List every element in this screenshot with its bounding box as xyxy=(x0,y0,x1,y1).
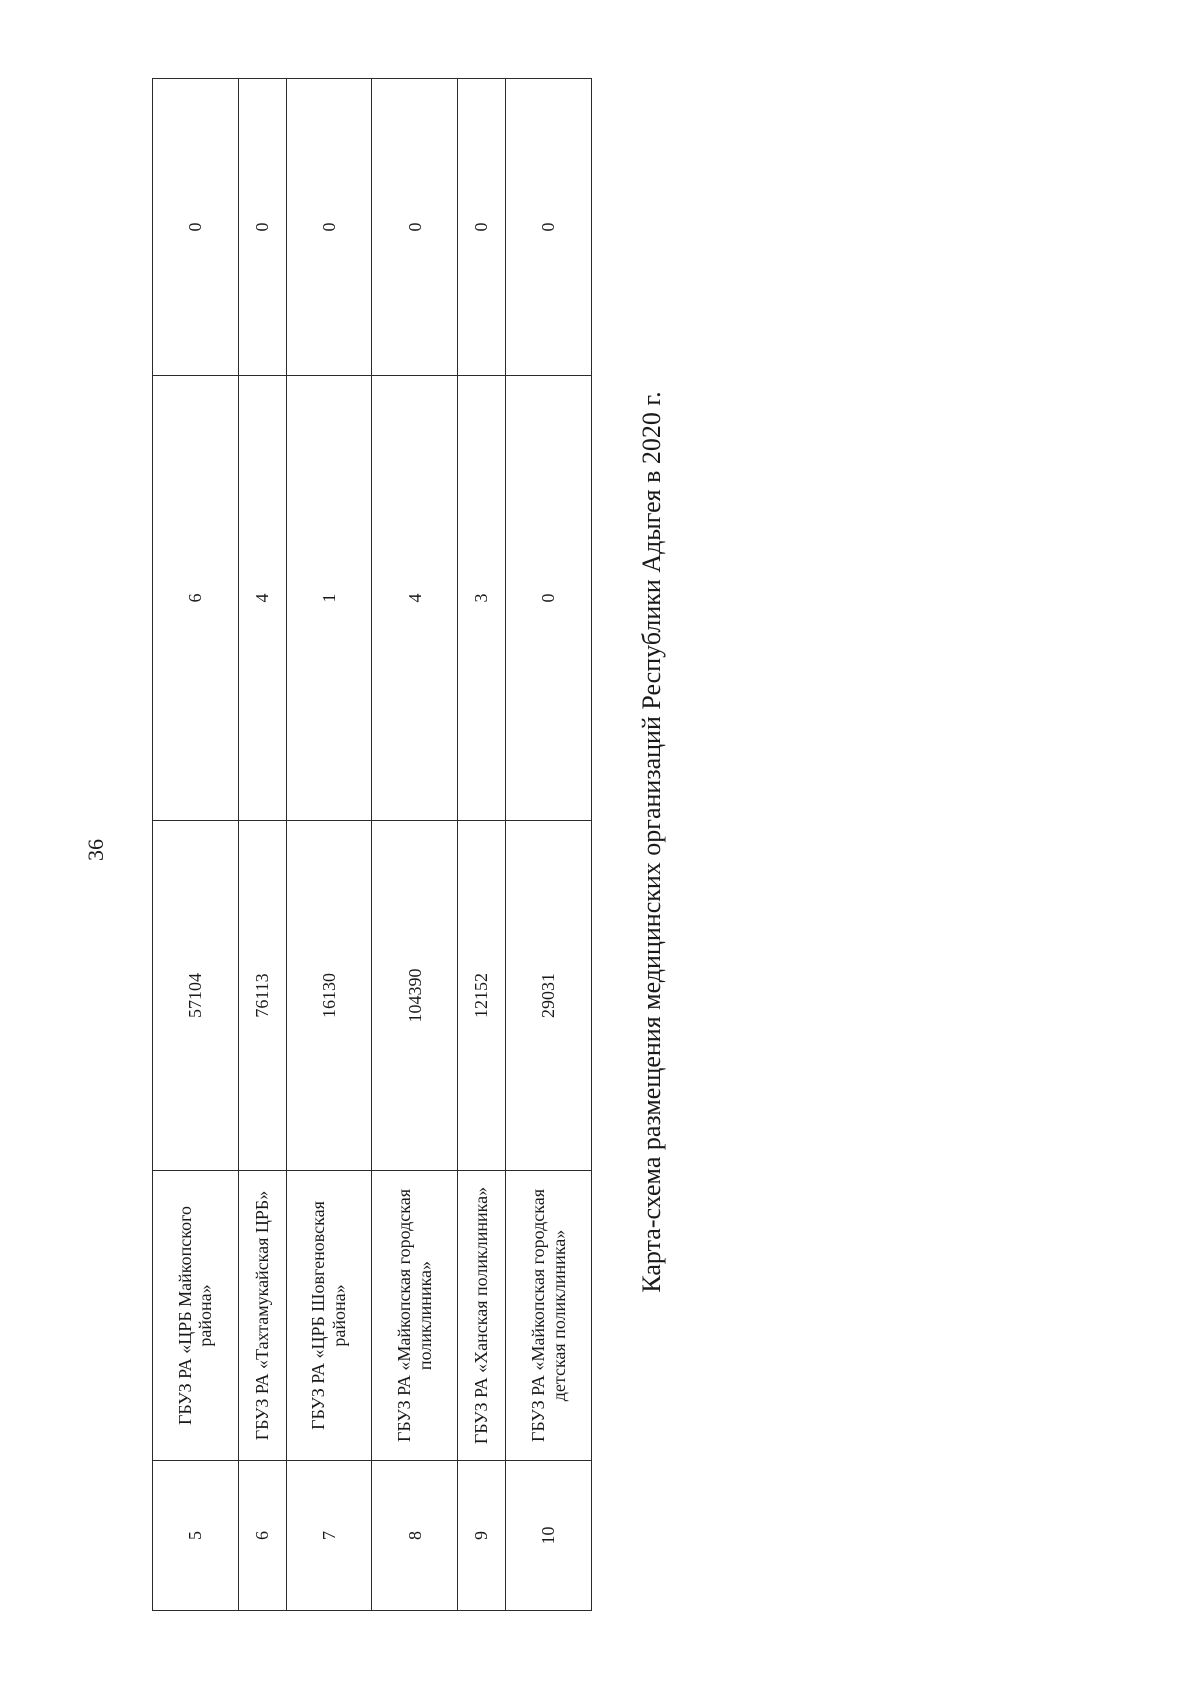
zero-value: 0 xyxy=(458,79,506,376)
table-row xyxy=(286,79,372,1611)
organization-name: ГБУЗ РА «Майкопская городская поликлиника» xyxy=(372,1171,458,1461)
zero-value: 0 xyxy=(506,79,592,376)
page-number: 36 xyxy=(83,839,108,861)
table-row xyxy=(153,79,239,1611)
zero-value: 0 xyxy=(238,79,286,376)
table-row xyxy=(372,79,458,1611)
count-value: 6 xyxy=(153,376,239,821)
population-value: 29031 xyxy=(506,821,592,1171)
row-number: 8 xyxy=(372,1461,458,1611)
count-value: 3 xyxy=(458,376,506,821)
count-value: 4 xyxy=(238,376,286,821)
data-table xyxy=(152,78,592,1611)
population-value: 16130 xyxy=(286,821,372,1171)
population-value: 76113 xyxy=(238,821,286,1171)
organization-name: ГБУЗ РА «Ханская поликлиника» xyxy=(458,1171,506,1461)
population-value: 12152 xyxy=(458,821,506,1171)
organization-name: ГБУЗ РА «ЦРБ Шовгеновская района» xyxy=(286,1171,372,1461)
row-number: 7 xyxy=(286,1461,372,1611)
organization-name: ГБУЗ РА «Тахтамукайская ЦРБ» xyxy=(238,1171,286,1461)
population-value: 104390 xyxy=(372,821,458,1171)
count-value: 4 xyxy=(372,376,458,821)
organization-name: ГБУЗ РА «ЦРБ Майкопского района» xyxy=(153,1171,239,1461)
zero-value: 0 xyxy=(372,79,458,376)
population-value: 57104 xyxy=(153,821,239,1171)
zero-value: 0 xyxy=(286,79,372,376)
organization-name: ГБУЗ РА «Майкопская городская детская поликлиника» xyxy=(506,1171,592,1461)
row-number: 6 xyxy=(238,1461,286,1611)
count-value: 0 xyxy=(506,376,592,821)
map-caption: Карта-схема размещения медицинских организаций Республики Адыгея в 2020 г. xyxy=(637,391,666,1293)
row-number: 10 xyxy=(506,1461,592,1611)
zero-value: 0 xyxy=(153,79,239,376)
table-row xyxy=(506,79,592,1611)
data-table-container xyxy=(152,79,592,1611)
table-row xyxy=(458,79,506,1611)
row-number: 9 xyxy=(458,1461,506,1611)
row-number: 5 xyxy=(153,1461,239,1611)
count-value: 1 xyxy=(286,376,372,821)
table-row xyxy=(238,79,286,1611)
